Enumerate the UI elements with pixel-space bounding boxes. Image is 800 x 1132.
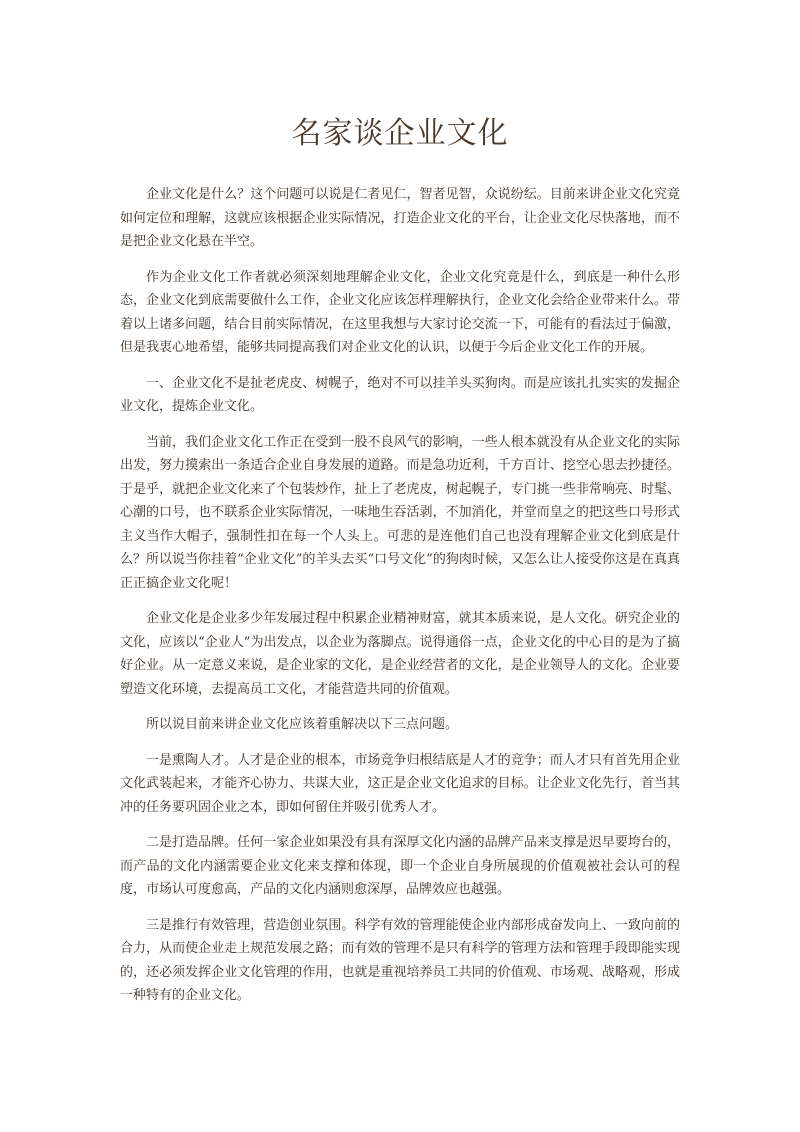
paragraph-3: 一、企业文化不是扯老虎皮、树幌子，绝对不可以挂羊头买狗肉。而是应该扎扎实实的发掘企业文化，提炼企业文化。 bbox=[120, 375, 680, 414]
paragraph-2: 作为企业文化工作者就必须深刻地理解企业文化，企业文化究竟是什么，到底是一种什么形态，企业文化到底需要做什么工作，企业文化应该怎样理解执行，企业文化会给企业带来什么。带着以上诸多问题，结合目前实际情况，在这里我想与大家讨论交流一下，可能有的看法过于偏激，但是我衷心地希望，能够共同提高我们对企业文化的认识，以便于今后企业文化工作的开展。 bbox=[120, 269, 680, 355]
paragraph-1: 企业文化是什么？这个问题可以说是仁者见仁，智者见智，众说纷纭。目前来讲企业文化究竟如何定位和理解，这就应该根据企业实际情况，打造企业文化的平台，让企业文化尽快落地，而不是把企业文化悬在半空。 bbox=[120, 187, 680, 249]
paragraph-5: 企业文化是企业多少年发展过程中积累企业精神财富，就其本质来说，是人文化。研究企业的文化，应该以“企业人”为出发点，以企业为落脚点。说得通俗一点，企业文化的中心目的是为了搞好企业。从一定意义来说，是企业家的文化，是企业经营者的文化，是企业领导人的文化。企业要塑造文化环境，去提高员工文化，才能营造共同的价值观。 bbox=[120, 611, 680, 697]
document-body bbox=[120, 183, 680, 1020]
paragraph-4: 当前，我们企业文化工作正在受到一股不良风气的影响，一些人根本就没有从企业文化的实际出发，努力摸索出一条适合企业自身发展的道路。而是急功近利，千方百计、挖空心思去抄捷径。于是乎，就把企业文化来了个包装炒作，扯上了老虎皮，树起幌子，专门挑一些非常响亮、时髦、心潮的口号，也不联系企业实际情况，一味地生吞活剥，不加消化，并堂而皇之的把这些口号形式主义当作大帽子，强制性扣在每一个人头上。可悲的是连他们自己也没有理解企业文化到底是什么？所以说当你挂着“企业文化”的羊头去买“口号文化”的狗肉时候，又怎么让人接受你这是在真真正正搞企业文化呢！ bbox=[120, 434, 680, 591]
paragraph-6: 所以说目前来讲企业文化应该着重解决以下三点问题。 bbox=[146, 717, 459, 732]
paragraph-8: 二是打造品牌。任何一家企业如果没有具有深厚文化内涵的品牌产品来支撑是迟早要垮台的，而产品的文化内涵需要企业文化来支撑和体现，即一个企业自身所展现的价值观被社会认可的程度，市场认可度愈高，产品的文化内涵则愈深厚，品牌效应也越强。 bbox=[120, 835, 680, 897]
paragraph-9: 三是推行有效管理，营造创业氛围。科学有效的管理能使企业内部形成奋发向上、一致向前的合力，从而使企业走上规范发展之路；而有效的管理不是只有科学的管理方法和管理手段即能实现的，还必须发挥企业文化管理的作用，也就是重视培养员工共同的价值观、市场观、战略观，形成一种特有的企业文化。 bbox=[120, 917, 680, 1003]
document-title: 名家谈企业文化 bbox=[291, 116, 509, 151]
paragraph-7: 一是熏陶人才。人才是企业的根本，市场竞争归根结底是人才的竞争；而人才只有首先用企业文化武装起来，才能齐心协力、共谋大业，这正是企业文化追求的目标。让企业文化先行，首当其冲的任务要巩固企业之本，即如何留住并吸引优秀人才。 bbox=[120, 752, 680, 815]
